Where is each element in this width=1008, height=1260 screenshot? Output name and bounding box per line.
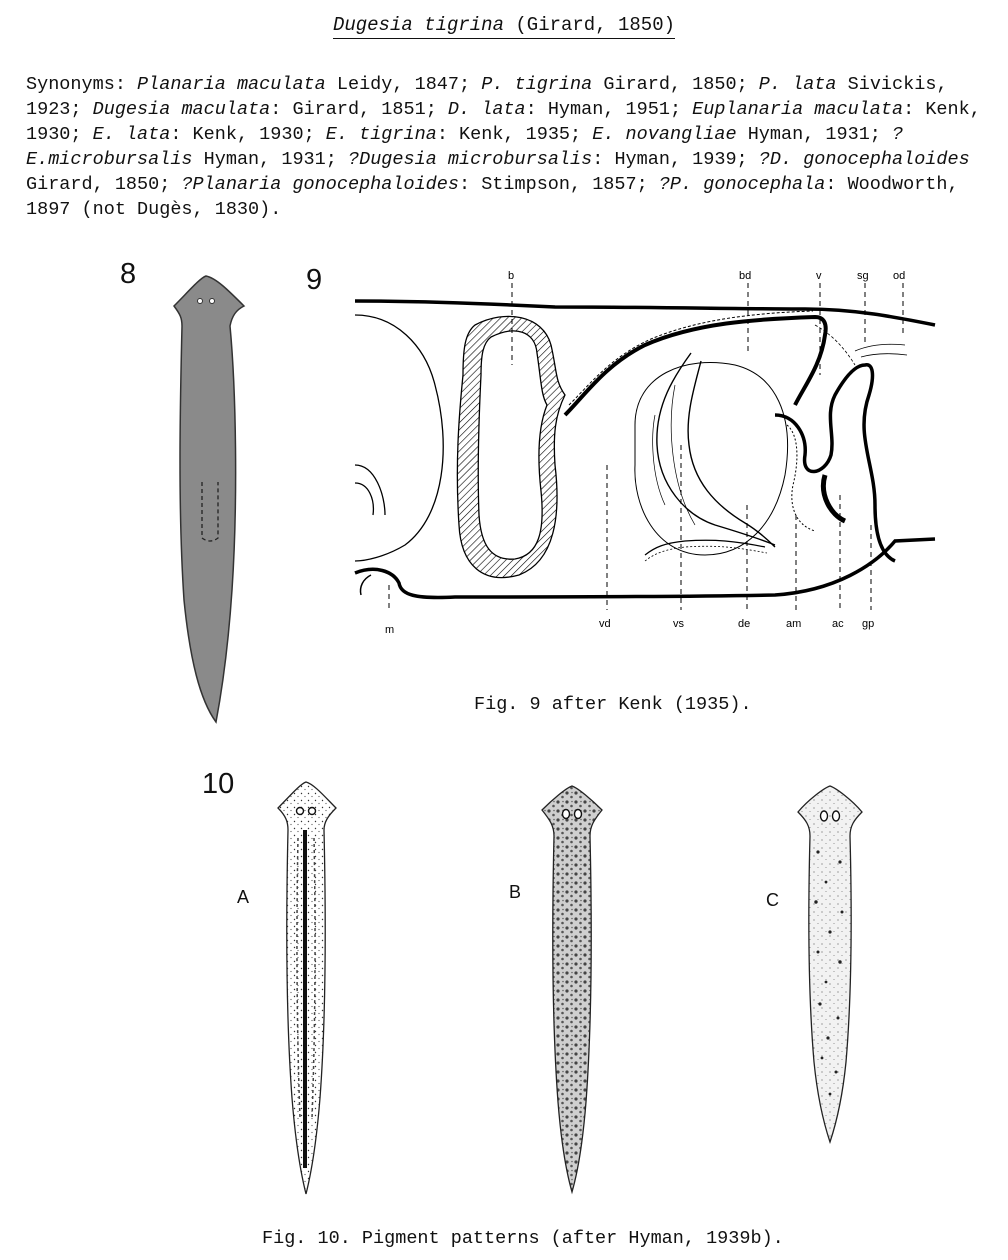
figure-10-caption: Fig. 10. Pigment patterns (after Hyman, 1939b). — [262, 1228, 784, 1249]
label-m: m — [385, 624, 395, 636]
synonym-ref: Girard, 1850; — [26, 174, 171, 195]
synonym-ref: : Stimpson, 1857; — [458, 174, 648, 195]
figure-10-panel-a-planarian — [272, 778, 342, 1198]
synonym-name: ?P. gonocephala — [658, 174, 826, 195]
synonym-name: Planaria maculata — [137, 74, 326, 95]
synonym-name: ?Dugesia microbursalis — [347, 149, 593, 170]
species-name: Dugesia tigrina — [332, 14, 504, 36]
label-bd: bd — [739, 270, 752, 282]
label-am: am — [786, 618, 802, 630]
synonym-ref: : Woodworth, 1897 (not Dugès, 1830). — [26, 174, 959, 220]
synonym-ref: : Kenk, 1930; — [26, 99, 981, 145]
synonym-ref: : Kenk, 1930; — [170, 124, 315, 145]
figure-9-number: 9 — [306, 264, 323, 296]
panel-b-label: B — [509, 882, 522, 902]
synonym-name: E. tigrina — [325, 124, 437, 145]
label-b: b — [508, 270, 515, 282]
figure-10-number: 10 — [202, 768, 235, 800]
label-sg: sg — [857, 270, 869, 282]
synonym-ref: Hyman, 1931; — [747, 124, 881, 145]
label-ac: ac — [832, 618, 844, 630]
figure-10-panel-c-planarian — [796, 782, 866, 1146]
label-vs: vs — [673, 618, 684, 630]
figure-8-number: 8 — [120, 258, 137, 290]
page-title — [0, 14, 1008, 36]
figure-9-caption: Fig. 9 after Kenk (1935). — [474, 694, 752, 715]
synonym-name: ?Planaria gonocephaloides — [181, 174, 459, 195]
synonym-ref: : Hyman, 1939; — [592, 149, 748, 170]
synonym-name: P. lata — [758, 74, 837, 95]
synonym-ref: Girard, 1850; — [603, 74, 748, 95]
label-od: od — [893, 270, 906, 282]
synonyms-lead: Synonyms: — [26, 74, 126, 95]
synonym-name: P. tigrina — [481, 74, 593, 95]
synonym-ref: Leidy, 1847; — [336, 74, 471, 95]
figure-8-planarian — [160, 270, 260, 730]
label-v: v — [816, 270, 822, 282]
label-de: de — [738, 618, 751, 630]
synonym-ref: : Kenk, 1935; — [436, 124, 582, 145]
label-vd: vd — [599, 618, 611, 630]
synonym-ref: Sivickis, 1923; — [26, 74, 948, 120]
label-gp: gp — [862, 618, 875, 630]
synonym-name: Dugesia maculata — [92, 99, 271, 120]
synonym-name: E. novangliae — [592, 124, 737, 145]
synonym-ref: : Hyman, 1951; — [525, 99, 682, 120]
figure-10-panel-b-planarian — [538, 782, 608, 1196]
synonyms-paragraph — [26, 72, 986, 222]
synonym-ref: : Girard, 1851; — [270, 99, 437, 120]
synonym-name: Euplanaria maculata — [692, 99, 904, 120]
synonym-ref: Hyman, 1931; — [203, 149, 337, 170]
panel-c-label: C — [766, 890, 779, 910]
figure-9-reproductive-section — [355, 265, 940, 640]
synonym-name: ?D. gonocephaloides — [758, 149, 970, 170]
panel-a-label: A — [237, 887, 250, 907]
synonym-name: E. lata — [92, 124, 171, 145]
synonym-name: ?E.microbursalis — [26, 124, 904, 170]
synonym-name: D. lata — [447, 99, 526, 120]
species-authority: (Girard, 1850) — [515, 14, 676, 36]
